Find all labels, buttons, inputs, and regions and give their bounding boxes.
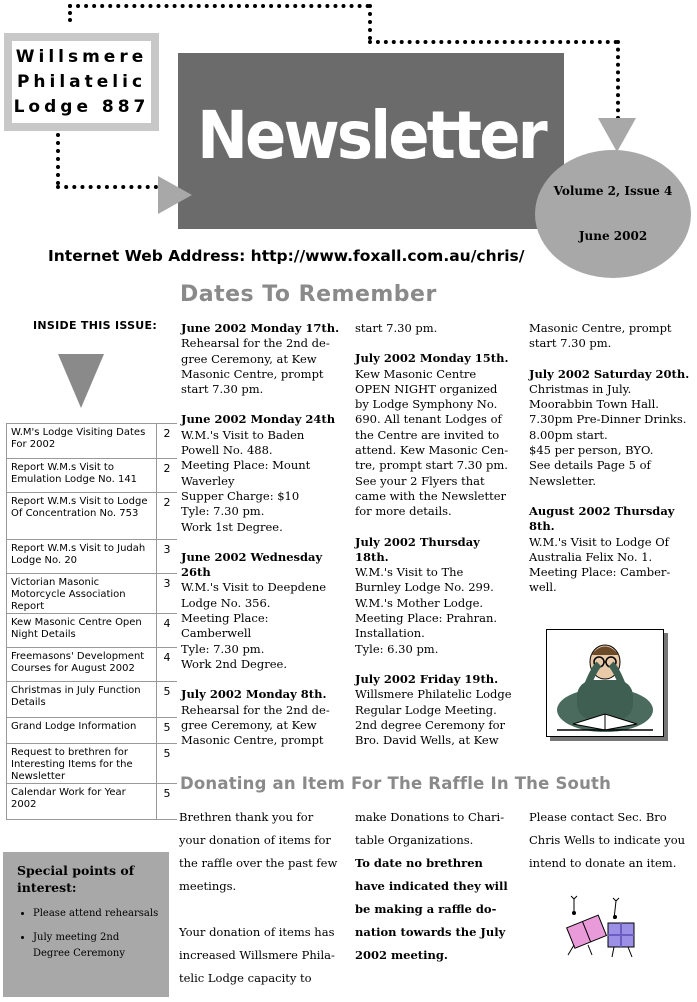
event-line: well. [529,580,557,595]
toc-page-number: 5 [163,747,171,760]
event-line: Rehearsal for the 2nd de- [181,336,330,351]
event-line: W.M.'s Visit to The [355,565,464,580]
event-entry [355,672,515,748]
dotted-line-top [68,4,370,8]
dates-heading: Dates To Remember [180,282,437,307]
arrow-right-icon [158,176,192,214]
toc-page-number: 4 [163,651,171,664]
event-line: Powell No. 488. [181,443,273,458]
toc-row[interactable] [7,718,177,744]
lodge-name-box [4,33,159,131]
reading-man-illustration [546,629,664,737]
special-point-item: • Please attend rehearsals [33,906,159,922]
event-line: Bro. David Wells, at Kew [355,733,499,748]
raffle-line: intend to donate an item. [529,856,677,870]
lodge-name-inner [12,41,151,123]
web-address[interactable]: Internet Web Address: http://www.foxall.com.au/chris/ [48,247,525,265]
toc-page-number: 3 [163,577,171,590]
reading-man-icon [547,630,663,736]
event-title: July 2002 Thursday 18th. [355,534,480,564]
raffle-line: Please contact Sec. Bro [529,810,667,824]
event-line: Lodge No. 356. [181,595,271,610]
event-line: start 7.30 pm. [355,321,438,335]
event-title: June 2002 Monday 17th. [181,321,340,335]
event-line: $45 per person, BYO. [529,443,654,458]
event-line: Regular Lodge Meeting. [355,702,497,717]
toc-title: Grand Lodge Information [7,718,157,743]
event-entry [181,550,341,672]
raffle-line: make Donations to Chari- [355,810,505,824]
event-line: W.M.'s Mother Lodge. [355,595,484,610]
event-line: Willsmere Philatelic Lodge [355,687,512,702]
events-column-3 [529,321,691,611]
event-line: Supper Charge: $10 [181,488,300,503]
raffle-line: nation towards the July [355,925,506,939]
event-line: Work 2nd Degree. [181,656,287,671]
toc-row[interactable] [7,540,177,574]
event-line: gree Ceremony, at Kew [181,351,317,366]
event-line: Christmas in July. [529,381,632,396]
lodge-name-line1: Willsmere [15,46,148,67]
toc-title: W.M's Lodge Visiting Dates For 2002 [7,424,157,458]
issue-date: June 2002 [578,229,648,243]
event-title: July 2002 Monday 8th. [181,687,327,702]
event-entry [355,535,515,657]
event-line: Tyle: 7.30 pm. [181,504,265,519]
toc-title: Report W.M.s Visit to Judah Lodge No. 20 [7,540,157,573]
raffle-line: your donation of items for [179,833,331,847]
raffle-line: the raffle over the past few [179,856,338,870]
toc-page-number: 2 [163,462,171,475]
dotted-line-left-top [68,4,72,22]
special-point-item: • July meeting 2nd Degree Ceremony [33,930,159,962]
event-line: Meeting Place: Prahran. [355,611,498,626]
gift-boxes-icon [562,893,642,961]
toc-page-number: 2 [163,496,171,509]
raffle-column-3 [529,806,691,875]
toc-row[interactable] [7,459,177,493]
event-entry [181,412,341,534]
event-line: Masonic Centre, prompt [181,366,324,381]
toc-title: Kew Masonic Centre Open Night Details [7,614,157,647]
toc-page-number: 5 [163,685,171,698]
event-line: 690. All tenant Lodges of [355,412,502,427]
toc-row[interactable] [7,574,177,614]
event-line: Meeting Place: Camber- [529,565,671,580]
toc-page-number: 2 [163,427,171,440]
toc-row[interactable] [7,744,177,784]
toc-row[interactable] [7,648,177,682]
event-line: Installation. [355,626,425,641]
event-title: June 2002 Wednesday 26th [181,549,323,580]
toc-row[interactable] [7,682,177,718]
lodge-name-line3: Lodge 887 [13,96,150,117]
gifts-illustration [562,893,642,961]
event-line: See details Page 5 of [529,458,651,473]
lodge-name-line2: Philatelic [16,71,147,92]
raffle-line: Brethren thank you for [179,810,314,824]
raffle-line [179,898,344,921]
special-points-box [3,852,169,997]
event-line: Meeting Place: Mount [181,458,311,473]
event-line: Moorabbin Town Hall. [529,397,659,412]
event-line: start 7.30 pm. [181,382,264,397]
event-title: August 2002 Thursday 8th. [529,503,675,534]
event-line: Tyle: 7.30 pm. [181,641,265,656]
dotted-line-upper-right [368,40,618,44]
event-line: W.M.'s Visit to Baden [181,427,305,442]
toc-row[interactable] [7,784,177,820]
event-line: Work 1st Degree. [181,519,283,534]
dotted-line-right [616,40,620,120]
raffle-line: table Organizations. [355,833,474,847]
raffle-line: Your donation of items has [179,925,335,939]
raffle-line: telic Lodge capacity to [179,971,312,985]
toc-row[interactable] [7,614,177,648]
event-line: gree Ceremony, at Kew [181,717,317,732]
volume-oval [535,150,691,278]
newsletter-title: Newsletter [197,97,545,174]
event-line: 2nd degree Ceremony for [355,717,506,732]
event-title: July 2002 Saturday 20th. [529,366,690,381]
event-title: July 2002 Monday 15th. [355,351,509,366]
event-line: Rehearsal for the 2nd de- [181,702,330,717]
event-line: start 7.30 pm. [529,336,612,351]
event-line: See your 2 Flyers that [355,473,485,488]
toc-page-number: 5 [163,721,171,734]
raffle-line: meetings. [179,879,237,893]
arrow-down-icon [598,118,636,152]
event-title: July 2002 Friday 19th. [355,671,499,686]
raffle-heading: Donating an Item For The Raffle In The South [180,774,612,793]
toc-page-number: 5 [163,787,171,800]
event-line: Tyle: 6.30 pm. [355,641,439,656]
event-line: by Lodge Symphony No. [355,397,498,412]
event-line: Meeting Place: Camberwell [181,611,269,641]
event-entry [529,504,691,596]
toc-title: Calendar Work for Year 2002 [7,784,157,819]
raffle-line: Chris Wells to indicate you [529,833,686,847]
raffle-column-1 [179,806,344,990]
toc-title: Report W.M.s Visit to Lodge Of Concentration No. 753 [7,493,157,539]
event-line: OPEN NIGHT organized [355,381,498,396]
toc-title: Report W.M.s Visit to Emulation Lodge No. 141 [7,459,157,492]
toc-title: Victorian Masonic Motorcycle Association Report [7,574,157,613]
raffle-line: To date no brethren [355,856,483,870]
events-column-2 [355,321,515,763]
event-continuation [529,321,691,352]
event-line: the Centre are invited to [355,427,500,442]
event-line: Kew Masonic Centre [355,366,477,381]
dotted-line-top-drop [368,4,372,40]
special-points-title: Special points of interest: [17,863,135,895]
toc-table [6,423,177,820]
event-line: Burnley Lodge No. 299. [355,580,494,595]
event-line: Newsletter. [529,473,597,488]
toc-title: Freemasons' Development Courses for August 2002 [7,648,157,681]
event-line: 7.30pm Pre-Dinner Drinks. [529,412,687,427]
event-entry [355,351,515,519]
toc-row[interactable] [7,424,177,459]
raffle-column-2 [355,806,515,967]
event-continuation [355,321,515,336]
volume-issue: Volume 2, Issue 4 [553,184,673,198]
newsletter-banner [178,53,564,229]
event-line: Masonic Centre, prompt [181,733,324,748]
event-entry [181,321,341,397]
toc-page-number: 4 [163,617,171,630]
event-line: W.M.'s Visit to Lodge Of [529,534,669,549]
raffle-line: be making a raffle do- [355,902,497,916]
toc-title: Request to brethren for Interesting Items for the Newsletter [7,744,157,783]
raffle-line: 2002 meeting. [355,948,448,962]
event-line: Masonic Centre, prompt [529,321,672,335]
event-line: Australia Felix No. 1. [529,549,653,564]
event-line: came with the Newsletter [355,488,506,503]
special-points-list [17,906,159,962]
dotted-line-left-bottom [56,133,60,185]
raffle-line: increased Willsmere Phila- [179,948,335,962]
event-title: June 2002 Monday 24th [181,412,336,427]
arrow-down-large-icon [58,354,104,408]
dotted-line-bottom-left [56,185,158,189]
event-entry [529,367,691,489]
event-line: attend. Kew Masonic Cen- [355,443,509,458]
inside-issue-heading: INSIDE THIS ISSUE: [33,319,158,332]
event-line: for more details. [355,504,452,519]
event-line: Waverley [181,473,235,488]
event-line: W.M.'s Visit to Deepdene [181,580,327,595]
raffle-line: have indicated they will [355,879,508,893]
events-column-1 [181,321,341,763]
event-entry [181,687,341,748]
event-line: tre, prompt start 7.30 pm. [355,458,508,473]
toc-page-number: 3 [163,543,171,556]
event-line: 8.00pm start. [529,427,608,442]
toc-row[interactable] [7,493,177,540]
toc-title: Christmas in July Function Details [7,682,157,717]
